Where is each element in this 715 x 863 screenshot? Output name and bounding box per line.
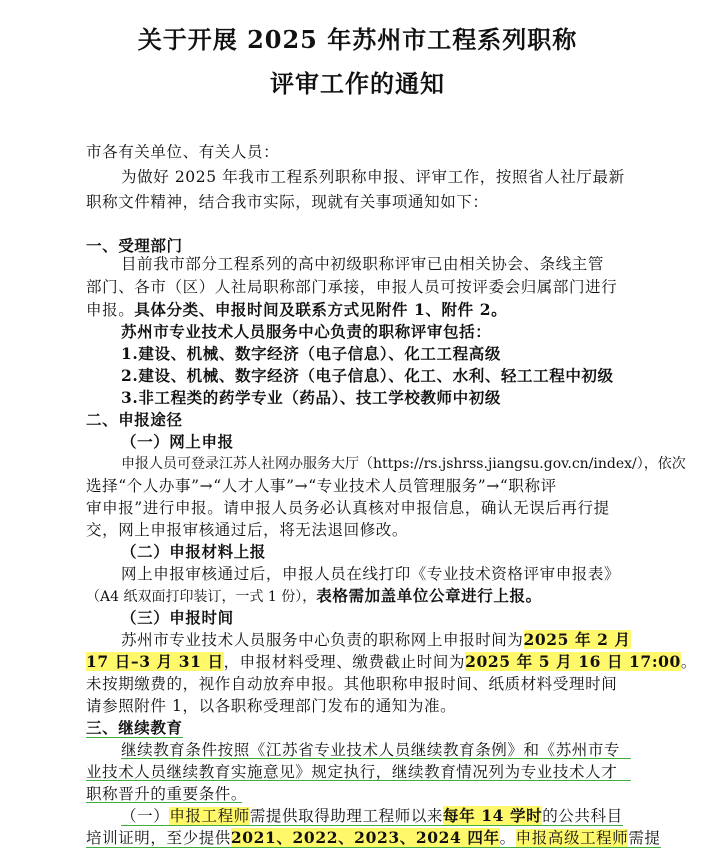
s3-underline-1 — [121, 758, 631, 759]
s2-sub1-line-3: 审申报”进行申报。请申报人员务必认真核对申报信息，确认无误后再行提 — [86, 499, 610, 517]
s2-sub2-line-2a: （A4 纸双面打印装订，一式 1 份）， — [86, 589, 317, 605]
s3-p2-f: 培训证明，至少提供 — [86, 829, 231, 847]
s3-p2-a: （一） — [121, 807, 170, 825]
s1-p1-line-1: 目前我市部分工程系列的高中初级职称评审已由相关协会、条线主管 — [121, 255, 605, 273]
s2-sub3-heading: （三）申报时间 — [121, 608, 234, 627]
s3-p2-e: 的公共科目 — [542, 807, 623, 825]
s2-sub3-line-2d: 。 — [680, 653, 698, 671]
s2-sub2-heading: （二）申报材料上报 — [121, 542, 266, 561]
s1-p1-line-2: 部门、各市（区）人社局职称部门承接，申报人员可按评委会归属部门进行 — [86, 278, 618, 296]
s3-p2-b: 申报工程师 — [169, 807, 250, 825]
section-3-heading — [86, 718, 183, 738]
s3-p2-line-2 — [86, 828, 661, 848]
section-3-heading-text: 三、继续教育 — [86, 718, 183, 737]
s3-p2-c: 需提供取得助理工程师以来 — [249, 807, 444, 825]
section-2-heading: 二、申报途径 — [86, 410, 183, 429]
s2-sub3-date-1b: 17 日–3 月 31 日 — [86, 652, 224, 671]
s2-sub1-line-4: 交，网上申报审核通过后，将无法退回修改。 — [86, 521, 409, 539]
s1-item-2: 2.建设、机械、数字经济（电子信息）、化工、水利、轻工工程中初级 — [121, 366, 614, 385]
intro-line-2: 职称文件精神，结合我市实际，现就有关事项通知如下： — [86, 193, 489, 211]
s2-sub3-date-2: 2025 年 5 月 16 日 17:00 — [465, 652, 681, 671]
s1-p1-line-3b: 具体分类、申报时间及联系方式见附件 1、附件 2。 — [134, 300, 508, 319]
s1-item-3: 3.非工程类的药学专业（药品）、技工学校教师中初级 — [121, 388, 501, 407]
s3-p2-h: 。 — [499, 829, 516, 847]
s2-sub2-line-1: 网上申报审核通过后，申报人员在线打印《专业技术资格评审申报表》 — [121, 565, 621, 583]
s3-underline-3 — [86, 802, 242, 803]
s3-line-2: 业技术人员继续教育实施意见》规定执行，继续教育情况列为专业技术人才 — [86, 763, 618, 781]
s3-underline-2 — [86, 780, 631, 781]
s2-sub3-line-2 — [86, 652, 697, 672]
s1-item-1: 1.建设、机械、数字经济（电子信息）、化工工程高级 — [121, 344, 501, 363]
s2-sub3-line-2b: ，申报材料受理、缴费截止时间为 — [223, 653, 466, 671]
s3-p2-d: 每年 14 学时 — [443, 806, 543, 825]
s2-sub3-line-3: 未按期缴费的，视作自动放弃申报。其他职称申报时间、纸质材料受理时间 — [86, 675, 618, 693]
page-title-line2: 评审工作的通知 — [270, 69, 445, 98]
s2-sub3-line-4: 请参照附件 1，以各职称受理部门发布的通知为准。 — [86, 697, 457, 715]
s3-p2-g: 2021、2022、2023、2024 四年 — [230, 828, 500, 847]
page-title-line1: 关于开展 2025 年苏州市工程系列职称 — [137, 25, 578, 54]
s2-sub1-line-2: 选择“个人办事”→“人才人事”→“专业技术人员管理服务”→“职称评 — [86, 477, 557, 495]
s2-sub2-line-2b: 表格需加盖单位公章进行上报。 — [316, 586, 542, 605]
s3-p2-j: 需提 — [628, 829, 661, 847]
s3-p2-i: 申报高级工程师 — [515, 829, 629, 847]
s2-sub3-date-1: 2025 年 2 月 — [523, 630, 631, 649]
s2-sub1-heading: （一）网上申报 — [121, 432, 234, 451]
salutation: 市各有关单位、有关人员： — [86, 143, 280, 161]
s2-sub2-line-2 — [86, 586, 542, 607]
s2-sub1-line-1: 申报人员可登录江苏人社网办服务大厅（https://rs.jshrss.jiangsu.gov.cn/index/），依次 — [121, 456, 686, 472]
intro-line-1: 为做好 2025 年我市工程系列职称申报、评审工作，按照省人社厅最新 — [121, 168, 625, 186]
s3-line-3: 职称晋升的重要条件。 — [86, 785, 248, 803]
s1-p1-line-3 — [86, 300, 507, 320]
section-1-heading: 一、受理部门 — [86, 236, 183, 255]
s1-p2: 苏州市专业技术人员服务中心负责的职称评审包括： — [121, 322, 492, 341]
s3-p2-line-1 — [121, 806, 623, 826]
s2-sub3-line-1a: 苏州市专业技术人员服务中心负责的职称网上申报时间为 — [121, 631, 524, 649]
s3-line-1: 继续教育条件按照《江苏省专业技术人员继续教育条例》和《苏州市专 — [121, 741, 621, 759]
s1-p1-line-3a: 申报。 — [86, 301, 135, 319]
s2-sub3-line-1 — [121, 630, 631, 650]
